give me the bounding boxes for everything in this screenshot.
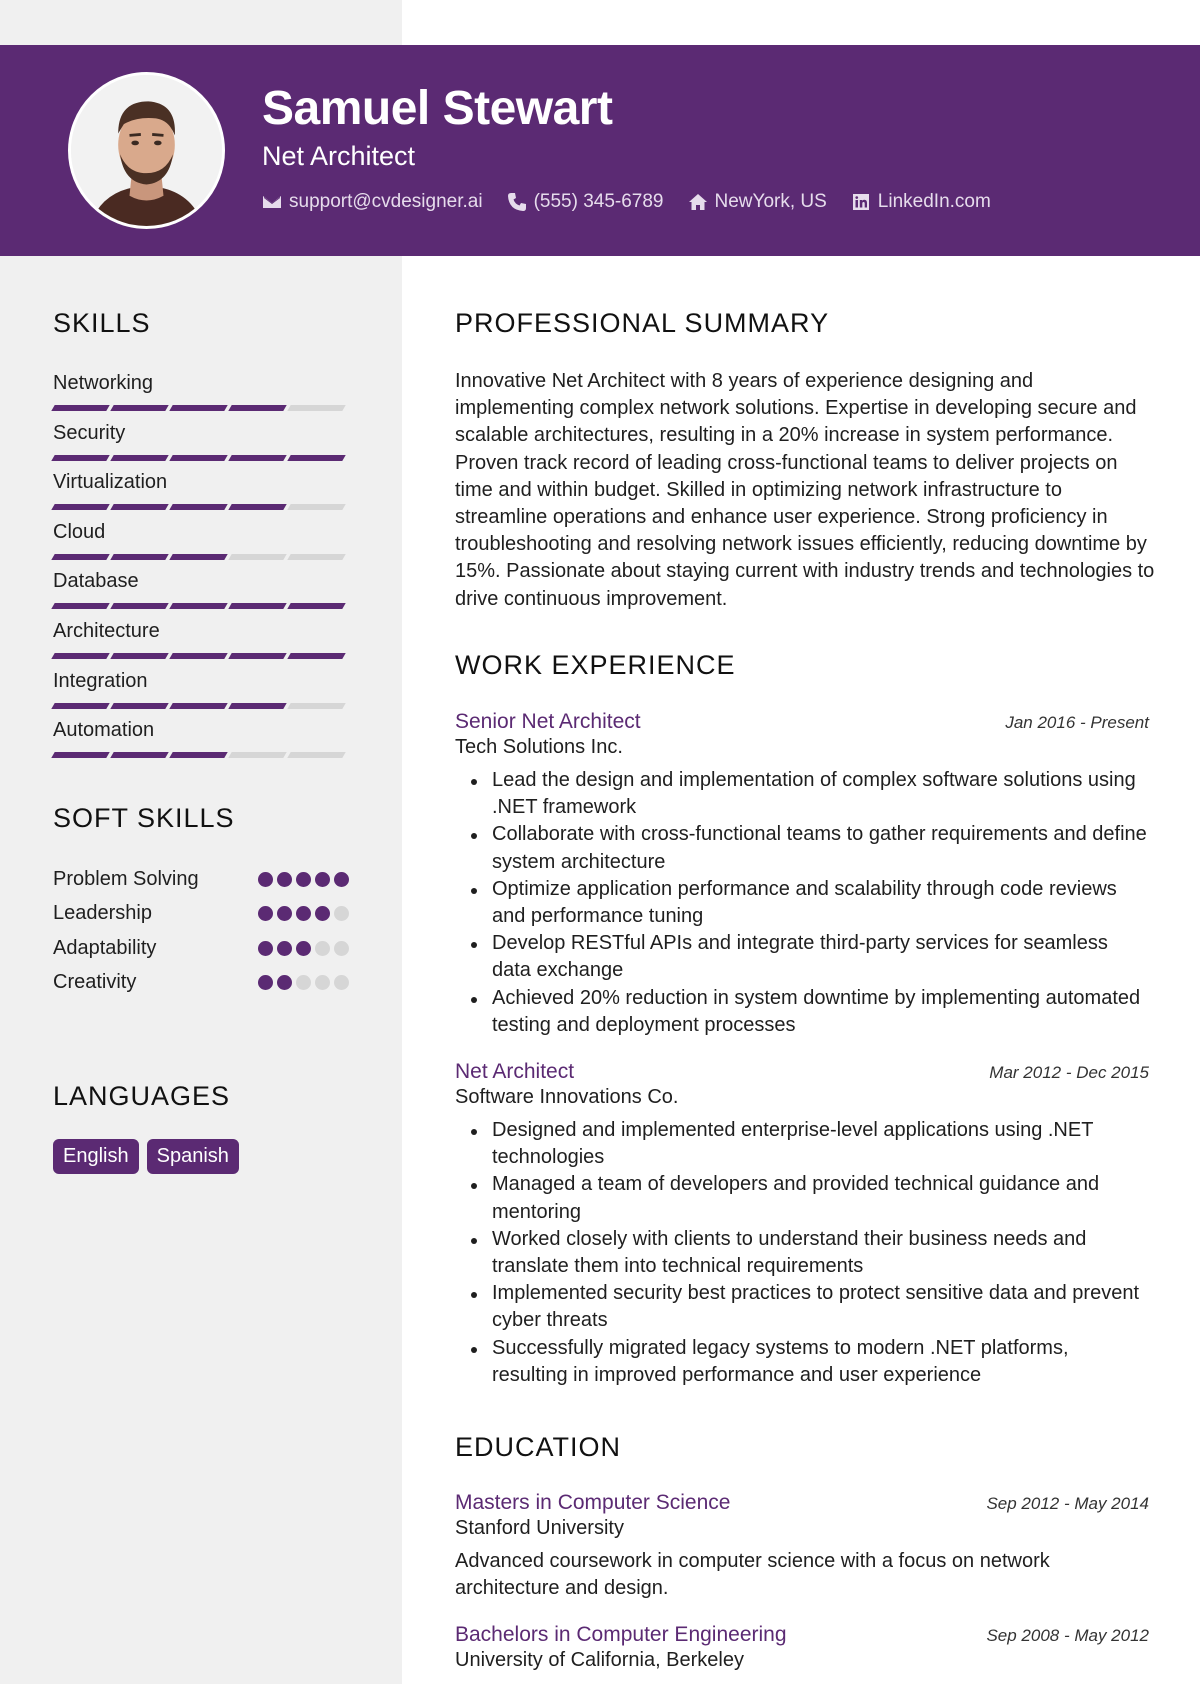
rating-dot-empty — [334, 906, 349, 921]
languages-list — [53, 1139, 247, 1174]
skill-name: Security — [53, 421, 126, 444]
contact-location-text: NewYork, US — [714, 191, 827, 212]
candidate-name: Samuel Stewart — [262, 82, 613, 135]
skill-name: Networking — [53, 372, 154, 394]
degree-title: Bachelors in Computer Engineering — [455, 1623, 787, 1646]
skill-level-segment-filled — [228, 455, 286, 461]
job-bullet: Successfully migrated legacy systems to modern .NET platforms, resulting in improved performance and user experience — [455, 1335, 1149, 1389]
skill-level-segment-filled — [287, 653, 345, 659]
language-badge: English — [53, 1139, 139, 1174]
skill-level-segment-filled — [110, 752, 168, 758]
skill-level-segment-filled — [110, 653, 168, 659]
job-bullet: Designed and implemented enterprise-level applications using .NET technologies — [455, 1117, 1149, 1171]
job-bullet: Worked closely with clients to understand their business needs and translate them into technical requirements — [455, 1226, 1149, 1280]
skill-level-segment-filled — [169, 603, 227, 609]
rating-dot-filled — [258, 941, 273, 956]
rating-dot-filled — [334, 872, 349, 887]
rating-dot-empty — [334, 941, 349, 956]
soft-skills-list — [53, 862, 349, 1000]
education-heading: EDUCATION — [455, 1432, 622, 1462]
summary-heading: PROFESSIONAL SUMMARY — [455, 308, 830, 338]
contact-phone-text: (555) 345-6789 — [533, 191, 664, 212]
soft-skills-heading: SOFT SKILLS — [53, 803, 235, 833]
rating-dot-filled — [315, 872, 330, 887]
rating-dot-filled — [315, 906, 330, 921]
skill-level-segment-filled — [228, 703, 286, 709]
rating-dot-filled — [296, 941, 311, 956]
envelope-icon — [262, 192, 282, 212]
skill-level-segment-filled — [110, 603, 168, 609]
skill-name: Architecture — [53, 619, 160, 642]
skill-level-bar — [53, 554, 349, 560]
skills-list — [53, 369, 349, 766]
skill-level-segment-filled — [228, 405, 286, 411]
job-bullet: Optimize application performance and scalability through code reviews and performance tuning — [455, 876, 1149, 930]
education-dates: Sep 2008 - May 2012 — [986, 1626, 1149, 1645]
rating-dot-filled — [277, 941, 292, 956]
languages-heading: LANGUAGES — [53, 1081, 231, 1111]
job-bullet: Achieved 20% reduction in system downtime by implementing automated testing and deployment processes — [455, 985, 1149, 1039]
skill-level-segment-filled — [169, 752, 227, 758]
skill-item — [53, 716, 349, 766]
home-icon — [688, 192, 708, 212]
soft-skill-name: Creativity — [53, 971, 137, 994]
soft-skill-name: Adaptability — [53, 936, 157, 959]
contact-linkedin-text: LinkedIn.com — [877, 191, 991, 212]
skill-name: Database — [53, 570, 139, 593]
skill-level-segment-filled — [51, 405, 109, 411]
skill-level-bar — [53, 504, 349, 510]
job-title: Senior Net Architect — [455, 710, 641, 733]
header-banner — [0, 45, 1200, 256]
rating-dot-empty — [334, 975, 349, 990]
language-badge: Spanish — [147, 1139, 239, 1174]
job-company: Software Innovations Co. — [455, 1086, 679, 1108]
skill-level-bar — [53, 752, 349, 758]
job-bullet: Implemented security best practices to protect sensitive data and prevent cyber threats — [455, 1280, 1149, 1334]
contact-linkedin[interactable] — [851, 191, 991, 213]
linkedin-icon — [851, 192, 871, 212]
skill-level-segment-filled — [287, 603, 345, 609]
skill-level-segment-filled — [169, 653, 227, 659]
rating-dot-empty — [315, 941, 330, 956]
skill-level-segment-filled — [169, 405, 227, 411]
job-title: Net Architect — [455, 1060, 575, 1083]
school-name: Stanford University — [455, 1517, 624, 1539]
skill-level-bar — [53, 455, 349, 461]
skill-level-segment-filled — [169, 554, 227, 560]
skill-level-segment-empty — [287, 504, 345, 510]
skill-item — [53, 419, 349, 469]
skill-level-segment-filled — [51, 703, 109, 709]
skill-level-segment-empty — [228, 554, 286, 560]
skill-level-segment-filled — [51, 752, 109, 758]
education-dates: Sep 2012 - May 2014 — [986, 1494, 1149, 1513]
rating-dot-filled — [296, 906, 311, 921]
rating-dot-filled — [258, 975, 273, 990]
skill-name: Virtualization — [53, 471, 168, 494]
skill-level-bar — [53, 405, 349, 411]
skill-name: Cloud — [53, 520, 106, 543]
skill-level-bar — [53, 603, 349, 609]
soft-skill-rating — [254, 872, 349, 887]
rating-dot-filled — [277, 872, 292, 887]
contact-bar — [262, 191, 1015, 213]
skill-level-segment-filled — [110, 455, 168, 461]
skill-level-segment-filled — [287, 455, 345, 461]
skill-item — [53, 369, 349, 419]
skill-item — [53, 518, 349, 568]
skill-level-segment-empty — [287, 752, 345, 758]
contact-phone[interactable] — [507, 191, 664, 213]
phone-icon — [507, 192, 527, 212]
skill-item — [53, 667, 349, 717]
job-entry — [455, 1060, 1149, 1389]
job-bullet: Develop RESTful APIs and integrate third-party services for seamless data exchange — [455, 930, 1149, 984]
work-experience-heading: WORK EXPERIENCE — [455, 650, 736, 680]
soft-skill-name: Leadership — [53, 902, 152, 925]
soft-skill-name: Problem Solving — [53, 867, 199, 890]
skill-level-segment-filled — [51, 504, 109, 510]
skill-level-segment-filled — [110, 405, 168, 411]
job-entry — [455, 710, 1149, 1039]
contact-email[interactable] — [262, 191, 483, 213]
skill-level-segment-filled — [169, 504, 227, 510]
skill-level-segment-empty — [287, 405, 345, 411]
skill-level-segment-filled — [51, 653, 109, 659]
education-entry — [455, 1623, 1149, 1672]
skill-level-segment-empty — [287, 554, 345, 560]
skill-level-bar — [53, 703, 349, 709]
skill-level-segment-filled — [51, 455, 109, 461]
skill-level-segment-filled — [110, 554, 168, 560]
skill-level-segment-empty — [287, 703, 345, 709]
skill-level-segment-filled — [110, 703, 168, 709]
skill-item — [53, 468, 349, 518]
job-bullets — [455, 1117, 1149, 1389]
skill-level-bar — [53, 653, 349, 659]
contact-email-text: support@cvdesigner.ai — [289, 191, 483, 212]
soft-skill-rating — [254, 941, 349, 956]
skill-level-segment-filled — [169, 455, 227, 461]
job-bullet: Managed a team of developers and provided technical guidance and mentoring — [455, 1171, 1149, 1225]
job-bullet: Lead the design and implementation of complex software solutions using .NET framework — [455, 767, 1149, 821]
skills-heading: SKILLS — [53, 308, 151, 338]
skill-name: Automation — [53, 719, 155, 742]
skill-item — [53, 617, 349, 667]
skill-level-segment-filled — [228, 653, 286, 659]
soft-skill-rating — [254, 906, 349, 921]
skill-level-segment-filled — [228, 504, 286, 510]
contact-location — [688, 191, 827, 213]
soft-skill-item — [53, 862, 349, 897]
skill-name: Integration — [53, 669, 148, 692]
job-bullets — [455, 767, 1149, 1039]
rating-dot-filled — [296, 872, 311, 887]
soft-skill-item — [53, 897, 349, 932]
job-bullet: Collaborate with cross-functional teams to gather requirements and define system architecture — [455, 821, 1149, 875]
job-dates: Jan 2016 - Present — [1005, 713, 1149, 732]
rating-dot-filled — [277, 975, 292, 990]
rating-dot-filled — [258, 906, 273, 921]
skill-level-segment-filled — [228, 603, 286, 609]
candidate-title: Net Architect — [262, 141, 416, 171]
soft-skill-item — [53, 966, 349, 1001]
job-dates: Mar 2012 - Dec 2015 — [989, 1063, 1149, 1082]
avatar — [71, 75, 222, 226]
education-entry — [455, 1491, 1149, 1602]
soft-skill-rating — [254, 975, 349, 990]
rating-dot-filled — [277, 906, 292, 921]
summary-text: Innovative Net Architect with 8 years of experience designing and implementing complex network solutions. Expertise in developing secure and scalable architectures, resulting in a 20% increase in system performance. Proven track record of leading cross-functional teams to deliver projects on time and within budget. Skilled in optimizing network infrastructure to streamline operations and enhance user experience. Strong proficiency in troubleshooting and resolving network issues efficiently, reducing downtime by 15%. Passionate about staying current with industry trends and technologies to drive continuous improvement. — [455, 370, 1155, 610]
skill-level-segment-filled — [110, 504, 168, 510]
skill-level-segment-empty — [228, 752, 286, 758]
profile-photo — [68, 72, 225, 229]
rating-dot-filled — [258, 872, 273, 887]
rating-dot-empty — [296, 975, 311, 990]
skill-level-segment-filled — [169, 703, 227, 709]
job-company: Tech Solutions Inc. — [455, 736, 623, 758]
degree-title: Masters in Computer Science — [455, 1491, 731, 1514]
rating-dot-empty — [315, 975, 330, 990]
skill-item — [53, 567, 349, 617]
soft-skill-item — [53, 931, 349, 966]
skill-level-segment-filled — [51, 554, 109, 560]
education-description: Advanced coursework in computer science with a focus on network architecture and design. — [455, 1550, 1050, 1600]
school-name: University of California, Berkeley — [455, 1649, 744, 1671]
skill-level-segment-filled — [51, 603, 109, 609]
